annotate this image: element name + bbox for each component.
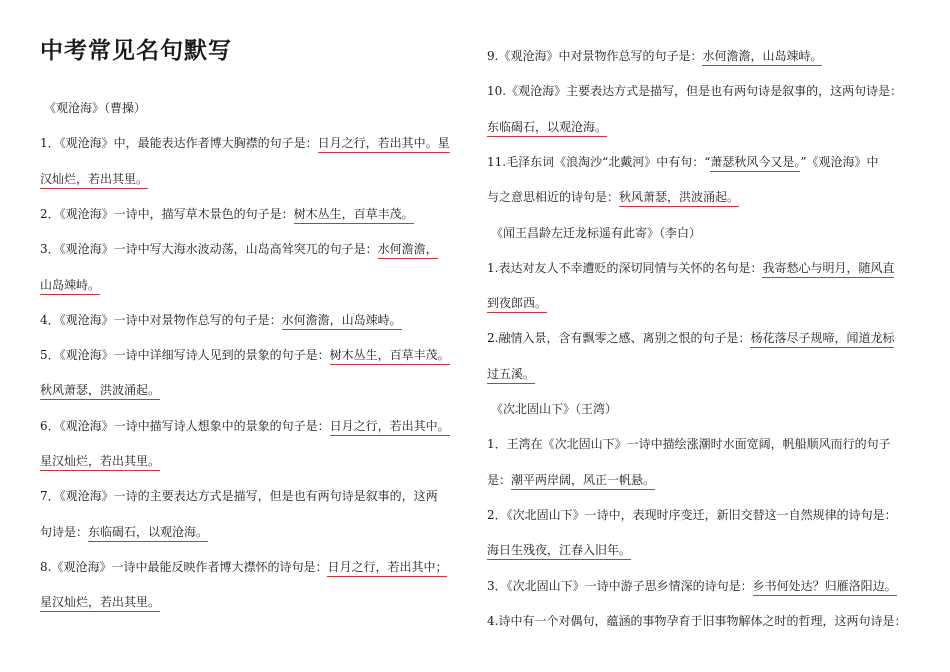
- line-text: 2．《观沧海》一诗中，描写草木景色的句子是：: [40, 206, 294, 221]
- text-line: [40, 524, 208, 540]
- line-text: 7．《观沧海》一诗的主要表达方式是描写，但是也有两句诗是叙事的，这两: [40, 489, 438, 504]
- answer-text: 萧瑟秋风今又是。: [710, 155, 800, 172]
- answer-text: 水何澹澹，: [378, 242, 438, 259]
- text-line: [487, 472, 655, 488]
- text-line: [487, 154, 879, 170]
- text-line: [40, 171, 148, 187]
- line-text: 1.表达对友人不幸遭贬的深切同情与关怀的名句是：: [487, 260, 763, 275]
- answer-text: 潮平两岸阔，风正一帆悬。: [511, 473, 655, 490]
- line-text: 1．《观沧海》中，最能表达作者博大胸襟的句子是：: [40, 136, 318, 151]
- line-text: 5．《观沧海》一诗中详细写诗人见到的景象的句子是：: [40, 348, 330, 363]
- answer-text: 树木丛生，百草丰茂。: [294, 207, 414, 224]
- answer-text: 星汉灿烂，若出其里。: [40, 454, 160, 471]
- answer-text: 日月之行，若出其中；: [327, 560, 447, 577]
- answer-text: 汉灿烂，若出其里。: [40, 172, 148, 189]
- text-line: [40, 347, 450, 363]
- text-line: [487, 119, 607, 135]
- text-line: [40, 241, 438, 257]
- answer-text: 水何澹澹，山岛竦峙。: [282, 313, 402, 330]
- line-text: 3．《次北固山下》一诗中游子思乡情深的诗句是：: [487, 578, 753, 593]
- answer-text: 海日生残夜，江春入旧年。: [487, 543, 631, 560]
- text-line: [40, 206, 414, 222]
- answer-text: 星汉灿烂，若出其里。: [40, 595, 160, 612]
- answer-text: 到夜郎西。: [487, 296, 547, 313]
- answer-text: 东临碣石，以观沧海。: [487, 120, 607, 137]
- line-text: ”《观沧海》中: [800, 154, 879, 169]
- text-line: [487, 330, 894, 346]
- line-text: 10.《观沧海》主要表达方式是描写，但是也有两句诗是叙事的，这两句诗是：: [487, 84, 903, 99]
- answer-text: 杨花落尽子规啼，闻道龙标: [750, 331, 894, 348]
- line-text: 8.《观沧海》一诗中最能反映作者博大襟怀的诗句是：: [40, 559, 328, 574]
- line-text: 3．《观沧海》一诗中写大海水波动荡，山岛高耸突兀的句子是：: [40, 242, 378, 257]
- text-line: [487, 48, 822, 64]
- text-line: [40, 559, 447, 575]
- answer-text: 秋风萧瑟，洪波涌起。: [619, 190, 739, 207]
- text-line: [487, 436, 891, 452]
- line-text: 句诗是：: [40, 524, 89, 539]
- text-line: [487, 260, 894, 276]
- text-line: [40, 488, 438, 504]
- answer-text: 山岛竦峙。: [40, 278, 100, 295]
- answer-text: 过五溪。: [487, 367, 535, 384]
- text-line: [40, 277, 100, 293]
- line-text: 9.《观沧海》中对景物作总写的句子是：: [487, 49, 703, 63]
- line-text: 《次北固山下》（王湾）: [491, 402, 618, 416]
- answer-text: 日月之行，若出其中。星: [318, 136, 450, 153]
- line-text: 是：: [487, 472, 512, 487]
- answer-text: 我寄愁心与明月，随风直: [762, 261, 894, 278]
- answer-text: 日月之行，若出其中。: [330, 419, 450, 436]
- line-text: 《闻王昌龄左迁龙标遥有此寄》（李白）: [491, 225, 702, 240]
- line-text: 与之意思相近的诗句是：: [487, 190, 620, 205]
- answer-text: 水何澹澹，山岛竦峙。: [702, 49, 822, 66]
- text-line: [487, 366, 535, 382]
- line-text: 2.融情入景，含有飘零之感、离别之恨的句子是：: [487, 331, 751, 346]
- answer-text: 乡书何处达？归雁洛阳边。: [753, 579, 897, 596]
- line-text: 4.诗中有一个对偶句，蕴涵的事物孕育于旧事物解体之时的哲理，这两句诗是：: [487, 613, 907, 628]
- section-heading: [487, 401, 617, 417]
- line-text: 11.毛泽东词《浪淘沙“北戴河》中有句：“: [487, 154, 711, 169]
- text-line: [487, 578, 897, 594]
- text-line: [487, 507, 897, 523]
- line-text: 4．《观沧海》一诗中对景物作总写的句子是：: [40, 312, 282, 327]
- section-heading: [487, 225, 701, 241]
- answer-text: 树木丛生，百草丰茂。: [330, 348, 450, 365]
- answer-text: 秋风萧瑟，洪波涌起。: [40, 383, 160, 400]
- line-text: 2．《次北固山下》一诗中，表现时序变迁，新旧交替这一自然规律的诗句是：: [487, 507, 897, 522]
- text-line: [487, 613, 906, 629]
- text-line: [40, 453, 160, 469]
- text-line: [40, 594, 160, 610]
- text-line: [487, 83, 902, 99]
- text-line: [487, 542, 631, 558]
- text-line: [40, 382, 160, 398]
- text-line: [40, 135, 450, 151]
- line-text: 《观沧海》（曹操）: [44, 101, 147, 115]
- text-line: [40, 312, 402, 328]
- line-text: 6．《观沧海》一诗中描写诗人想象中的景象的句子是：: [40, 418, 330, 433]
- text-line: [487, 189, 739, 205]
- section-heading: [40, 100, 146, 116]
- text-line: [40, 418, 450, 434]
- text-line: [487, 295, 547, 311]
- line-text: 1．王湾在《次北固山下》一诗中描绘涨潮时水面宽阔，帆船顺风而行的句子: [487, 437, 891, 452]
- page-title: 中考常见名句默写: [40, 38, 232, 64]
- answer-text: 东临碣石，以观沧海。: [88, 525, 208, 542]
